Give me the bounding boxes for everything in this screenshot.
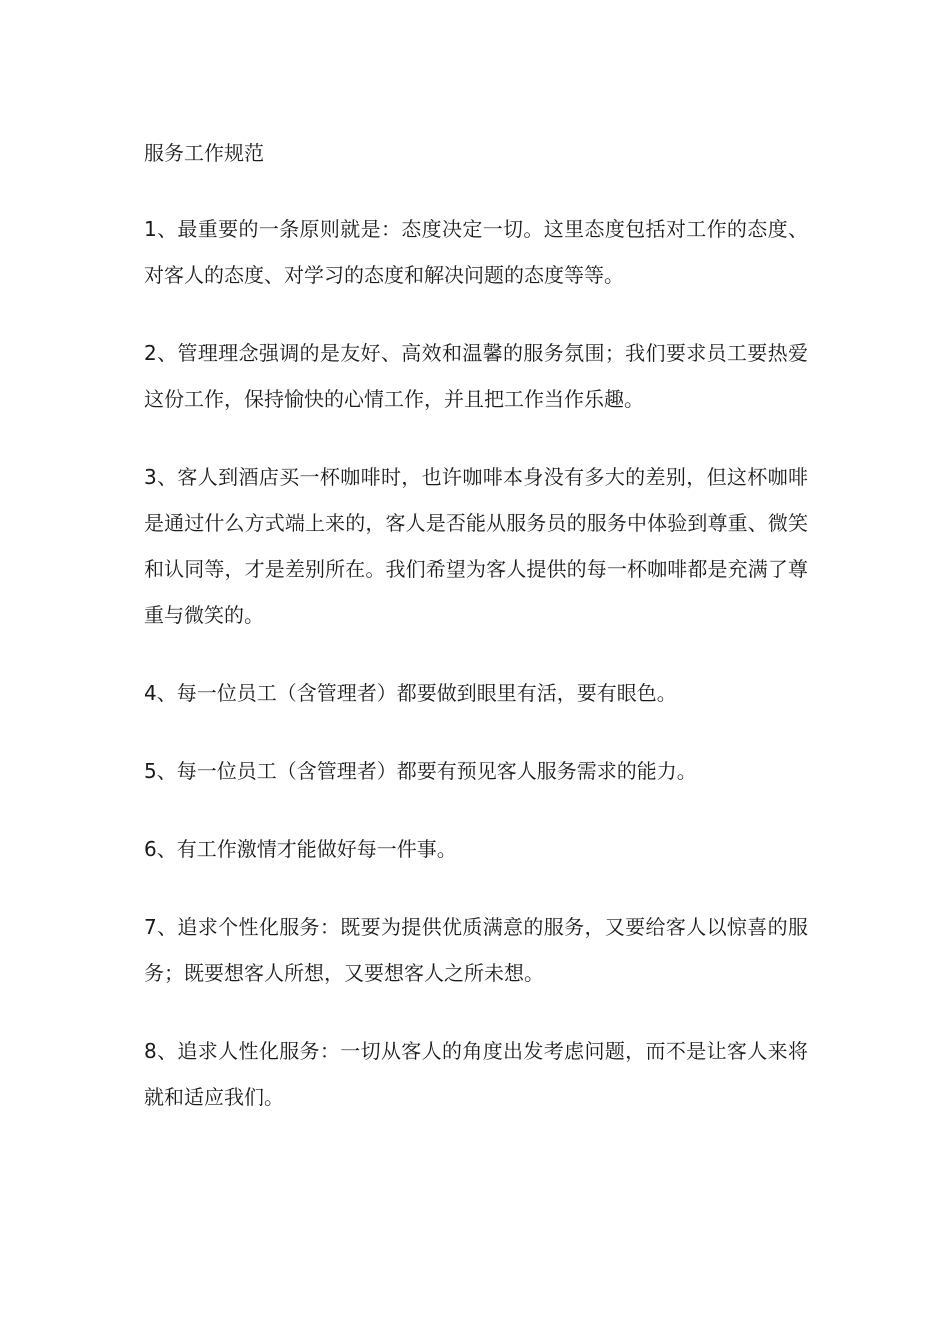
document-page: [144, 130, 808, 1152]
paragraph-3: 3、客人到酒店买一杯咖啡时，也许咖啡本身没有多大的差别，但这杯咖啡是通过什么方式端上来的，客人是否能从服务员的服务中体验到尊重、微笑和认同等，才是差别所在。我们希望为客人提供的每一杯咖啡都是充满了尊重与微笑的。: [144, 465, 808, 627]
paragraph-6: 6、有工作激情才能做好每一件事。: [144, 837, 457, 861]
paragraph-5: 5、每一位员工（含管理者）都要有预见客人服务需求的能力。: [144, 759, 697, 783]
document-title: 服务工作规范: [144, 141, 264, 165]
paragraph-8: 8、追求人性化服务：一切从客人的角度出发考虑问题，而不是让客人来将就和适应我们。: [144, 1039, 808, 1109]
paragraph-4: 4、每一位员工（含管理者）都要做到眼里有活，要有眼色。: [144, 681, 677, 705]
paragraph-1: 1、最重要的一条原则就是：态度决定一切。这里态度包括对工作的态度、对客人的态度、对学习的态度和解决问题的态度等等。: [144, 217, 808, 287]
paragraph-7: 7、追求个性化服务：既要为提供优质满意的服务，又要给客人以惊喜的服务；既要想客人所想，又要想客人之所未想。: [144, 915, 808, 985]
paragraph-2: 2、管理理念强调的是友好、高效和温馨的服务氛围；我们要求员工要热爱这份工作，保持愉快的心情工作，并且把工作当作乐趣。: [144, 341, 808, 411]
